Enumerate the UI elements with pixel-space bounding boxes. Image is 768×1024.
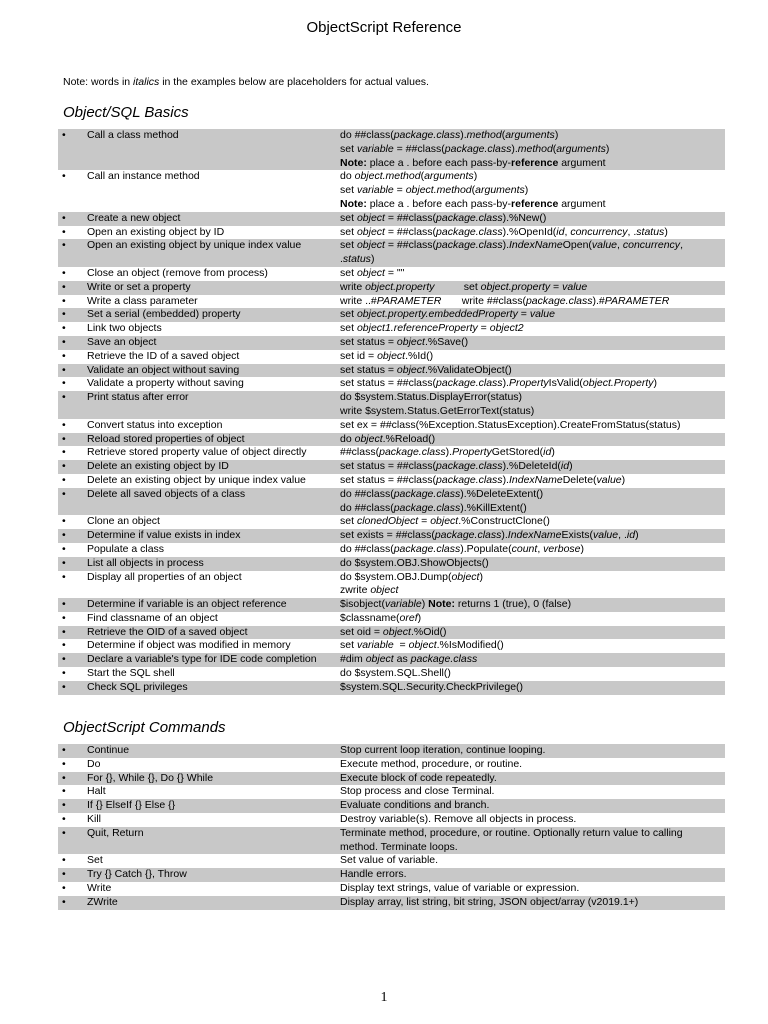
italics-note: Note: words in italics in the examples below are placeholders for actual values. <box>63 76 429 88</box>
table-row <box>58 419 725 433</box>
row-description: Set a serial (embedded) property <box>87 308 241 321</box>
row-description: Convert status into exception <box>87 418 223 431</box>
table-row <box>58 212 725 226</box>
row-syntax: Execute method, procedure, or routine. <box>340 757 523 770</box>
row-syntax: do $system.SQL.Shell() <box>340 667 451 680</box>
table-row <box>58 377 725 391</box>
row-syntax: Display array, list string, bit string, JSON object/array (v2019.1+) <box>340 895 639 908</box>
table-row <box>58 226 725 240</box>
table-row <box>58 391 725 419</box>
row-description: Open an existing object by ID <box>87 225 225 238</box>
bullet-icon: • <box>62 432 66 445</box>
table-row <box>58 681 725 695</box>
row-description: Call a class method <box>87 129 179 141</box>
row-syntax: set ex = ##class(%Exception.StatusException).CreateFromStatus(status) <box>340 418 681 431</box>
row-syntax: Destroy variable(s). Remove all objects in process. <box>340 812 577 825</box>
bullet-icon: • <box>62 653 66 666</box>
bullet-icon: • <box>62 556 66 569</box>
section-heading-objectscript-commands: ObjectScript Commands <box>63 719 226 736</box>
row-syntax: do $system.OBJ.ShowObjects() <box>340 556 489 569</box>
row-description: Set <box>87 854 103 867</box>
table-row <box>58 239 725 267</box>
row-syntax: set object = "" <box>340 266 405 279</box>
row-description: Retrieve stored property value of object directly <box>87 446 307 459</box>
row-description: Create a new object <box>87 211 181 224</box>
table-row <box>58 813 725 827</box>
row-syntax: set id = object.%Id() <box>340 349 434 362</box>
bullet-icon: • <box>62 611 66 624</box>
row-description: Continue <box>87 744 130 756</box>
bullet-icon: • <box>62 826 66 839</box>
row-syntax: set exists = ##class(package.class).IndexNameExists(value, .id) <box>340 529 639 542</box>
row-description: Quit, Return <box>87 826 144 839</box>
bullet-icon: • <box>62 895 66 908</box>
section-heading-object-sql-basics: Object/SQL Basics <box>63 104 189 121</box>
table-row <box>58 896 725 910</box>
row-description: Write a class parameter <box>87 294 198 307</box>
row-syntax: set status = ##class(package.class).%DeleteId(id) <box>340 460 573 473</box>
row-syntax: Set value of variable. <box>340 854 439 867</box>
bullet-icon: • <box>62 322 66 335</box>
bullet-icon: • <box>62 868 66 881</box>
row-description: ZWrite <box>87 895 118 908</box>
row-description: Retrieve the ID of a saved object <box>87 349 240 362</box>
bullet-icon: • <box>62 473 66 486</box>
row-description: Link two objects <box>87 322 162 335</box>
row-syntax: set object = ##class(package.class).%New() <box>340 211 547 224</box>
row-syntax: do ##class(package.class).%DeleteExtent() do ##class(package.class).%KillExtent() <box>340 487 544 514</box>
row-syntax: ##class(package.class).PropertyGetStored(id) <box>340 446 555 459</box>
table-row <box>58 364 725 378</box>
table-row <box>58 281 725 295</box>
row-syntax: $system.SQL.Security.CheckPrivilege() <box>340 680 524 693</box>
row-syntax: set clonedObject = object.%ConstructClone() <box>340 515 550 528</box>
bullet-icon: • <box>62 854 66 867</box>
row-description: Find classname of an object <box>87 611 218 624</box>
row-description: Try {} Catch {}, Throw <box>87 868 187 881</box>
row-description: Write <box>87 881 112 894</box>
bullet-icon: • <box>62 785 66 798</box>
table-row <box>58 460 725 474</box>
row-description: List all objects in process <box>87 556 204 569</box>
bullet-icon: • <box>62 625 66 638</box>
table-row <box>58 433 725 447</box>
table-row <box>58 758 725 772</box>
table-row <box>58 639 725 653</box>
row-description: Close an object (remove from process) <box>87 266 268 279</box>
row-description: Determine if variable is an object reference <box>87 598 287 611</box>
row-description: Halt <box>87 785 106 798</box>
table-row <box>58 129 725 170</box>
bullet-icon: • <box>62 308 66 321</box>
row-description: Start the SQL shell <box>87 667 175 680</box>
object-sql-basics-table <box>58 129 725 695</box>
bullet-icon: • <box>62 363 66 376</box>
row-description: Check SQL privileges <box>87 680 188 693</box>
row-syntax: do object.method(arguments) set variable = object.method(arguments) Note: place a . before each pass-by-reference argument <box>340 170 606 210</box>
table-row <box>58 446 725 460</box>
row-syntax: do ##class(package.class).Populate(count, verbose) <box>340 542 585 555</box>
row-syntax: set status = ##class(package.class).PropertyIsValid(object.Property) <box>340 377 658 390</box>
row-description: Display all properties of an object <box>87 570 242 583</box>
bullet-icon: • <box>62 799 66 812</box>
row-description: Open an existing object by unique index value <box>87 239 302 252</box>
table-row <box>58 571 725 599</box>
row-syntax: #dim object as package.class <box>340 653 478 666</box>
table-row <box>58 170 725 211</box>
bullet-icon: • <box>62 570 66 583</box>
row-description: Delete an existing object by ID <box>87 460 229 473</box>
row-description: Call an instance method <box>87 170 200 183</box>
row-description: Delete an existing object by unique index value <box>87 473 306 486</box>
table-row <box>58 799 725 813</box>
bullet-icon: • <box>62 515 66 528</box>
row-syntax: Evaluate conditions and branch. <box>340 799 490 812</box>
row-description: Do <box>87 757 101 770</box>
row-description: For {}, While {}, Do {} While <box>87 771 214 784</box>
bullet-icon: • <box>62 771 66 784</box>
table-row <box>58 350 725 364</box>
table-row <box>58 612 725 626</box>
table-row <box>58 474 725 488</box>
page-number: 1 <box>380 990 388 1005</box>
row-syntax: set object.property.embeddedProperty = value <box>340 308 555 321</box>
row-description: Clone an object <box>87 515 160 528</box>
row-syntax: Terminate method, procedure, or routine. Optionally return value to calling method. Terminate loops. <box>340 826 683 853</box>
bullet-icon: • <box>62 639 66 652</box>
table-row <box>58 529 725 543</box>
bullet-icon: • <box>62 170 66 183</box>
bullet-icon: • <box>62 349 66 362</box>
row-syntax: $classname(oref) <box>340 611 422 624</box>
row-syntax: Execute block of code repeatedly. <box>340 771 497 784</box>
table-row <box>58 744 725 758</box>
table-row <box>58 772 725 786</box>
row-description: Print status after error <box>87 391 189 404</box>
table-row <box>58 667 725 681</box>
bullet-icon: • <box>62 391 66 404</box>
row-syntax: do $system.OBJ.Dump(object) zwrite object <box>340 570 483 597</box>
row-description: Validate a property without saving <box>87 377 244 390</box>
bullet-icon: • <box>62 744 66 756</box>
table-row <box>58 267 725 281</box>
row-syntax: set status = ##class(package.class).IndexNameDelete(value) <box>340 473 626 486</box>
bullet-icon: • <box>62 598 66 611</box>
row-description: Delete all saved objects of a class <box>87 487 246 500</box>
table-row <box>58 868 725 882</box>
bullet-icon: • <box>62 280 66 293</box>
row-syntax: write ..#PARAMETER write ##class(package.class).#PARAMETER <box>340 294 670 307</box>
table-row <box>58 653 725 667</box>
row-syntax: Stop current loop iteration, continue looping. <box>340 744 546 756</box>
row-syntax: set object = ##class(package.class).%OpenId(id, concurrency, .status) <box>340 225 668 238</box>
table-row <box>58 827 725 855</box>
page-title: ObjectScript Reference <box>306 19 462 36</box>
row-syntax: do object.%Reload() <box>340 432 436 445</box>
table-row <box>58 626 725 640</box>
bullet-icon: • <box>62 812 66 825</box>
row-syntax: Stop process and close Terminal. <box>340 785 495 798</box>
table-row <box>58 785 725 799</box>
objectscript-commands-table <box>58 744 725 910</box>
bullet-icon: • <box>62 542 66 555</box>
row-description: Declare a variable's type for IDE code completion <box>87 653 317 666</box>
row-description: Determine if object was modified in memory <box>87 639 291 652</box>
row-description: Save an object <box>87 335 157 348</box>
row-syntax: write object.property set object.property = value <box>340 280 588 293</box>
bullet-icon: • <box>62 211 66 224</box>
row-description: Reload stored properties of object <box>87 432 245 445</box>
table-row <box>58 515 725 529</box>
bullet-icon: • <box>62 680 66 693</box>
table-row <box>58 557 725 571</box>
bullet-icon: • <box>62 129 66 141</box>
bullet-icon: • <box>62 757 66 770</box>
bullet-icon: • <box>62 239 66 252</box>
row-syntax: $isobject(variable) Note: returns 1 (true), 0 (false) <box>340 598 572 611</box>
table-row <box>58 295 725 309</box>
bullet-icon: • <box>62 881 66 894</box>
row-syntax: Handle errors. <box>340 868 407 881</box>
bullet-icon: • <box>62 294 66 307</box>
bullet-icon: • <box>62 667 66 680</box>
row-description: Determine if value exists in index <box>87 529 241 542</box>
row-description: Kill <box>87 812 102 825</box>
bullet-icon: • <box>62 377 66 390</box>
row-description: Write or set a property <box>87 280 191 293</box>
row-description: Validate an object without saving <box>87 363 240 376</box>
bullet-icon: • <box>62 418 66 431</box>
row-description: Retrieve the OID of a saved object <box>87 625 248 638</box>
table-row <box>58 308 725 322</box>
row-syntax: do ##class(package.class).method(arguments) set variable = ##class(package.class).method(arguments) Note: place a . before each pass-by-reference argument <box>340 129 610 169</box>
row-syntax: Display text strings, value of variable or expression. <box>340 881 580 894</box>
bullet-icon: • <box>62 487 66 500</box>
bullet-icon: • <box>62 335 66 348</box>
table-row <box>58 322 725 336</box>
bullet-icon: • <box>62 446 66 459</box>
bullet-icon: • <box>62 460 66 473</box>
table-row <box>58 598 725 612</box>
row-syntax: set variable = object.%IsModified() <box>340 639 504 652</box>
bullet-icon: • <box>62 266 66 279</box>
table-row <box>58 336 725 350</box>
table-row <box>58 488 725 516</box>
table-row <box>58 543 725 557</box>
bullet-icon: • <box>62 225 66 238</box>
table-row <box>58 854 725 868</box>
bullet-icon: • <box>62 529 66 542</box>
row-syntax: do $system.Status.DisplayError(status) write $system.Status.GetErrorText(status) <box>340 391 535 417</box>
row-syntax: set object1.referenceProperty = object2 <box>340 322 524 335</box>
row-syntax: set status = object.%Save() <box>340 335 469 348</box>
row-syntax: set status = object.%ValidateObject() <box>340 363 512 376</box>
table-row <box>58 882 725 896</box>
row-syntax: set oid = object.%Oid() <box>340 625 447 638</box>
row-syntax: set object = ##class(package.class).IndexNameOpen(value, concurrency, .status) <box>340 239 683 266</box>
row-description: If {} ElseIf {} Else {} <box>87 799 176 812</box>
row-description: Populate a class <box>87 542 165 555</box>
